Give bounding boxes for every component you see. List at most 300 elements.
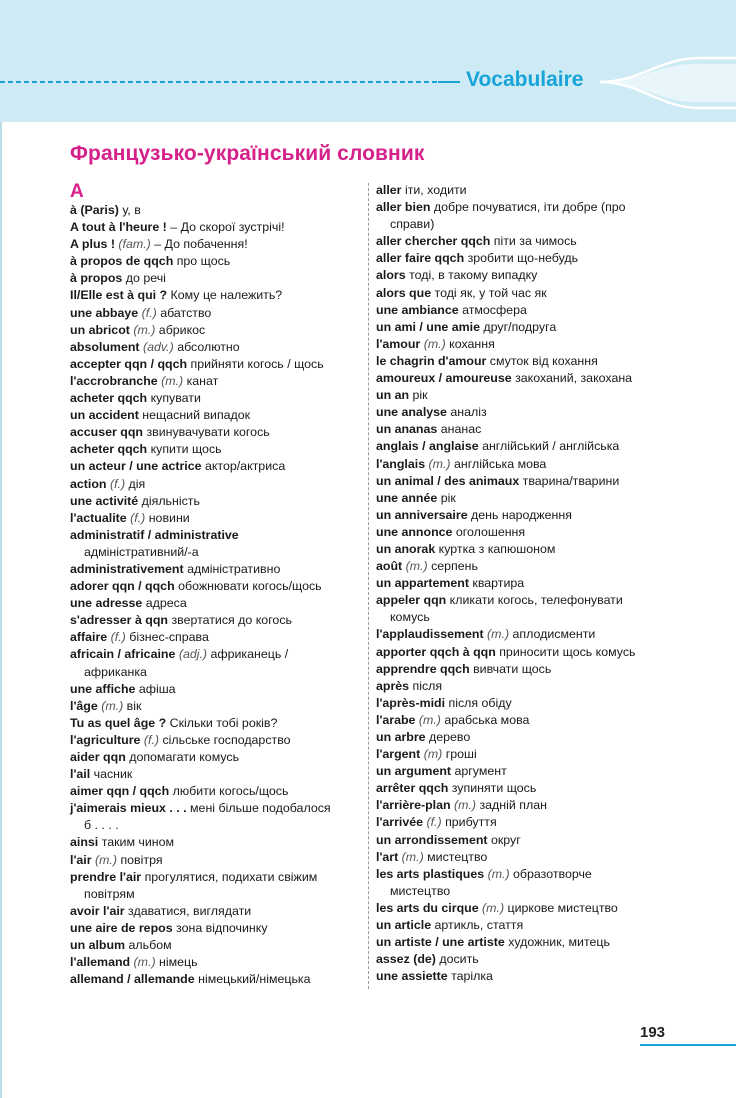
dictionary-entry <box>70 202 362 219</box>
entry-translation: комусь <box>390 610 430 625</box>
entry-translation: добре почуватися, іти добре (про <box>430 200 626 215</box>
entry-translation: адміністративний/-а <box>84 544 199 559</box>
entry-term: l'allemand <box>70 955 131 970</box>
dictionary-entry <box>70 783 362 800</box>
entry-translation: абрикос <box>155 322 206 337</box>
entry-term: une ambiance <box>376 302 459 317</box>
entry-translation: приносити щось комусь <box>495 644 636 659</box>
entry-term: l'argent <box>376 747 421 762</box>
entry-term: après <box>376 678 410 693</box>
header-decoration <box>0 0 736 122</box>
dictionary-entry <box>376 746 668 763</box>
entry-term: affaire <box>70 630 108 645</box>
entry-term: un abricot <box>70 322 130 337</box>
entry-term: l'amour <box>376 336 421 351</box>
entry-grammar: (m.) <box>97 698 124 713</box>
entry-translation: досить <box>435 952 479 967</box>
entry-translation: тоді як, у той час як <box>431 285 547 300</box>
entry-translation: канат <box>183 373 219 388</box>
entry-term: action <box>70 476 107 491</box>
dictionary-entry <box>376 387 668 404</box>
entry-translation: абсолютно <box>173 339 240 354</box>
dictionary-entry <box>376 814 668 831</box>
entry-translation: аналіз <box>446 405 487 420</box>
entry-translation: друг/подруга <box>479 319 557 334</box>
section-title: Vocabulaire <box>466 68 584 91</box>
entry-translation: зробити що-небудь <box>464 251 579 266</box>
entry-translation: дерево <box>425 730 471 744</box>
entry-continuation <box>376 609 668 626</box>
entry-continuation <box>70 664 362 681</box>
entry-term: l'agriculture <box>70 732 141 747</box>
dictionary-entry <box>376 404 668 421</box>
dictionary-entry <box>376 285 668 302</box>
entry-translation: мистецтво <box>423 849 488 864</box>
dictionary-entry <box>376 353 668 370</box>
entry-translation: альбом <box>125 938 172 953</box>
entry-translation: смуток від кохання <box>486 353 598 368</box>
dictionary-entry <box>70 373 362 390</box>
entry-translation: купувати <box>147 391 201 406</box>
entry-grammar: (adj.) <box>175 647 208 662</box>
entry-term: à propos <box>70 271 123 286</box>
dictionary-entry <box>70 681 362 698</box>
dictionary-entry <box>376 644 668 661</box>
entry-translation: зона відпочинку <box>172 920 268 935</box>
entry-term: prendre l'air <box>70 869 142 884</box>
entry-grammar: (m.) <box>402 559 428 574</box>
entry-continuation <box>70 544 362 561</box>
page-title: Французько-український словник <box>70 142 425 165</box>
entry-term: un artiste / une artiste <box>376 935 505 950</box>
entry-term: un animal / des animaux <box>376 473 520 488</box>
entry-term: une annonce <box>376 524 453 539</box>
dictionary-entry <box>376 780 668 797</box>
dictionary-entry <box>70 612 362 629</box>
entry-translation: актор/актриса <box>201 459 286 474</box>
entry-grammar: (m.) <box>129 322 156 337</box>
entry-translation: квартира <box>468 576 525 591</box>
dictionary-entry <box>376 302 668 319</box>
dictionary-entry <box>376 729 668 746</box>
dictionary-entry <box>376 712 668 729</box>
entry-translation: зупиняти щось <box>448 781 537 796</box>
entry-translation: аргумент <box>451 764 507 779</box>
dictionary-entry <box>376 182 668 199</box>
entry-translation: обожнювати когось/щось <box>174 579 322 594</box>
dictionary-entry <box>376 934 668 951</box>
entry-translation: день народження <box>467 507 572 522</box>
dictionary-entry <box>376 370 668 387</box>
entry-translation: циркове мистецтво <box>504 900 618 915</box>
entry-term: l'arrière-plan <box>376 798 451 813</box>
entry-translation: тарілка <box>447 969 493 984</box>
dictionary-entry <box>70 732 362 749</box>
entry-translation: любити когось/щось <box>169 784 289 799</box>
entry-translation: кликати когось, телефонувати <box>446 593 623 608</box>
dictionary-entry <box>376 473 668 490</box>
entry-grammar: (f.) <box>138 305 157 320</box>
entry-translation: вік <box>123 698 142 713</box>
entry-grammar: (m.) <box>420 336 446 351</box>
entry-translation: звертатися до когось <box>168 613 292 628</box>
dictionary-entry <box>376 678 668 695</box>
entry-term: l'arrivée <box>376 815 424 830</box>
dictionary-entry <box>376 558 668 575</box>
entry-term: absolument <box>70 339 140 354</box>
entry-term: aller <box>376 183 402 197</box>
dictionary-entry <box>70 458 362 475</box>
entry-grammar: (m.) <box>157 373 184 388</box>
entry-term: alors <box>376 268 406 283</box>
entry-term: apporter qqch à qqn <box>376 644 496 659</box>
entry-term: un an <box>376 388 410 403</box>
entry-translation: задній план <box>476 798 547 813</box>
entry-translation: б . . . . <box>84 818 119 833</box>
entry-term: une analyse <box>376 405 447 420</box>
entry-translation: рік <box>409 388 428 403</box>
entry-translation: адреса <box>142 596 187 611</box>
dictionary-entry <box>70 869 362 886</box>
dictionary-entry <box>70 510 362 527</box>
entry-term: l'anglais <box>376 456 426 471</box>
dictionary-entry <box>376 849 668 866</box>
entry-grammar: (adv.) <box>139 339 174 354</box>
entry-term: une aire de repos <box>70 920 173 935</box>
entry-translation: африканець / <box>207 647 289 662</box>
entry-grammar: (m) <box>420 747 443 762</box>
entry-translation: німецький/німецька <box>194 972 311 987</box>
dictionary-entry <box>376 763 668 780</box>
dictionary-entry <box>70 834 362 851</box>
entry-translation: рік <box>437 490 456 505</box>
entry-translation: таким чином <box>98 835 175 850</box>
entry-grammar: (m.) <box>415 712 441 727</box>
dictionary-entry <box>70 339 362 356</box>
entry-translation: у, в <box>118 203 141 217</box>
page-header <box>0 0 736 122</box>
entry-term: l'âge <box>70 698 98 713</box>
entry-term: un anniversaire <box>376 507 468 522</box>
entry-term: un album <box>70 938 126 953</box>
entry-grammar: (m.) <box>130 955 156 970</box>
entry-translation: після обіду <box>445 695 512 710</box>
dictionary-entry <box>70 561 362 578</box>
entry-translation: художник, митець <box>504 935 610 950</box>
entry-translation: англійський / англійська <box>478 439 620 454</box>
entry-term: un anorak <box>376 541 436 556</box>
entry-term: l'applaudissement <box>376 627 484 642</box>
entry-translation: повітрям <box>84 886 135 901</box>
entry-term: A plus ! <box>70 237 115 252</box>
entry-term: un arbre <box>376 730 426 744</box>
entry-translation: дія <box>125 476 146 491</box>
entry-translation: афіша <box>135 681 176 696</box>
dictionary-entry <box>70 305 362 322</box>
entry-term: alors que <box>376 285 432 300</box>
entry-grammar: (f.) <box>106 476 126 491</box>
entry-term: j'aimerais mieux . . . <box>70 801 187 816</box>
entry-term: aller chercher qqch <box>376 234 491 249</box>
entry-term: avoir l'air <box>70 903 125 918</box>
entry-translation: нещасний випадок <box>138 408 251 423</box>
entry-term: africain / africaine <box>70 647 176 662</box>
entry-term: un acteur / une actrice <box>70 459 202 474</box>
entry-term: un ami / une amie <box>376 319 480 334</box>
entry-grammar: (f.) <box>423 815 442 830</box>
entry-translation: кохання <box>445 336 495 351</box>
entry-term: administratif / administrative <box>70 527 239 542</box>
dictionary-entry <box>376 524 668 541</box>
entry-translation: серпень <box>427 559 478 574</box>
entry-term: une affiche <box>70 681 136 696</box>
entry-term: l'art <box>376 849 399 864</box>
entry-grammar: (f.) <box>107 630 126 645</box>
dictionary-entry <box>376 951 668 968</box>
dictionary-entry <box>70 253 362 270</box>
entry-term: accuser qqn <box>70 425 143 440</box>
entry-translation: прибуття <box>441 815 497 830</box>
entry-translation: до речі <box>122 271 166 286</box>
dictionary-entry <box>376 695 668 712</box>
entry-translation: німець <box>155 955 198 970</box>
entry-term: une assiette <box>376 969 448 984</box>
dictionary-entry <box>70 441 362 458</box>
entry-continuation <box>376 216 668 233</box>
entry-translation: – До побачення! <box>150 237 248 252</box>
entry-translation: піти за чимось <box>490 234 577 249</box>
dictionary-entry <box>376 336 668 353</box>
entry-term: acheter qqch <box>70 391 148 406</box>
entry-translation: часник <box>90 767 133 782</box>
right-column <box>376 182 668 985</box>
left-column <box>70 182 362 988</box>
entry-translation: округ <box>487 832 521 847</box>
entry-grammar: (f.) <box>140 732 160 747</box>
entry-term: allemand / allemande <box>70 972 195 987</box>
entry-translation: куртка з капюшоном <box>435 541 556 556</box>
dictionary-entry <box>70 629 362 646</box>
entry-translation: купити щось <box>147 442 222 457</box>
dictionary-entry <box>376 968 668 985</box>
entry-grammar: (m.) <box>483 627 510 642</box>
entry-translation: сільське господарство <box>159 732 291 747</box>
entry-translation: діяльність <box>138 493 200 508</box>
entry-translation: справи) <box>390 217 435 232</box>
entry-grammar: (fam.) <box>114 237 151 252</box>
entry-term: arrêter qqch <box>376 781 449 796</box>
dictionary-entry <box>376 661 668 678</box>
entry-translation: – До скорої зустрічі! <box>166 220 285 235</box>
entry-term: administrativement <box>70 561 184 576</box>
entry-translation: прийняти когось / щось <box>187 356 324 371</box>
entry-translation: тварина/тварини <box>519 473 620 488</box>
dictionary-entry <box>70 595 362 612</box>
entry-translation: адміністративно <box>183 561 281 576</box>
dictionary-entry <box>70 407 362 424</box>
entry-term: l'après-midi <box>376 695 446 710</box>
dictionary-entry <box>70 219 362 236</box>
entry-grammar: (m.) <box>425 456 451 471</box>
entry-grammar: (m.) <box>484 866 510 881</box>
entry-translation: мистецтво <box>390 883 451 898</box>
entry-translation: абатство <box>156 305 212 320</box>
entry-translation: атмосфера <box>458 302 527 317</box>
entry-continuation <box>70 886 362 903</box>
entry-term: A tout à l'heure ! <box>70 220 167 235</box>
entry-term: Tu as quel âge ? <box>70 715 167 730</box>
entry-translation: про щось <box>173 254 231 269</box>
dictionary-entry <box>70 852 362 869</box>
dictionary-entry <box>376 319 668 336</box>
entry-translation: англійська мова <box>450 456 547 471</box>
entry-translation: здаватися, виглядати <box>124 903 252 918</box>
dictionary-entry <box>70 920 362 937</box>
entry-translation: повітря <box>117 852 163 867</box>
entry-term: appeler qqn <box>376 593 447 608</box>
entry-term: à (Paris) <box>70 203 119 217</box>
dictionary-entry <box>70 476 362 493</box>
entry-translation: після <box>409 678 443 693</box>
entry-grammar: (m.) <box>398 849 424 864</box>
entry-term: un ananas <box>376 422 438 437</box>
entry-translation: іти, ходити <box>401 183 467 197</box>
dictionary-entry <box>70 715 362 732</box>
entry-translation: вивчати щось <box>469 661 552 676</box>
entry-term: Il/Elle est à qui ? <box>70 288 168 303</box>
dictionary-entry <box>70 356 362 373</box>
dictionary-entry <box>376 421 668 438</box>
dictionary-entry <box>376 490 668 507</box>
dictionary-entry <box>70 698 362 715</box>
entry-translation: закоханий, закохана <box>511 371 633 386</box>
dictionary-entry <box>70 766 362 783</box>
entry-term: aller bien <box>376 200 431 215</box>
entry-grammar: (f.) <box>126 510 146 525</box>
entry-term: un article <box>376 918 432 933</box>
dictionary-entry <box>376 541 668 558</box>
entry-term: anglais / anglaise <box>376 439 479 454</box>
dictionary-entry <box>70 270 362 287</box>
entry-translation: тоді, в такому випадку <box>405 268 538 283</box>
entry-term: l'actualite <box>70 510 127 525</box>
entry-term: assez (de) <box>376 952 436 967</box>
dictionary-entry <box>70 424 362 441</box>
entry-term: une abbaye <box>70 305 139 320</box>
dictionary-entry <box>376 797 668 814</box>
entry-translation: прогулятися, подихати свіжим <box>141 869 318 884</box>
dictionary-entry <box>70 646 362 663</box>
entry-translation: бізнес-справа <box>125 630 209 645</box>
dictionary-entry <box>376 250 668 267</box>
column-divider <box>368 183 369 989</box>
dictionary-entry <box>70 493 362 510</box>
dictionary-entry <box>376 626 668 643</box>
dictionary-entry <box>376 900 668 917</box>
entry-translation: образотворче <box>509 866 592 881</box>
entry-translation: гроші <box>442 747 477 762</box>
entry-term: le chagrin d'amour <box>376 353 487 368</box>
dictionary-entry <box>70 390 362 407</box>
footer-rule <box>640 1044 736 1046</box>
section-letter: A <box>70 181 84 202</box>
dictionary-entry <box>376 917 668 934</box>
entry-term: l'air <box>70 852 92 867</box>
dictionary-entry <box>376 507 668 524</box>
entry-translation: аплодисменти <box>509 627 596 642</box>
entry-grammar: (m.) <box>91 852 118 867</box>
entry-term: août <box>376 559 403 574</box>
entry-term: adorer qqn / qqch <box>70 579 175 594</box>
entry-term: amoureux / amoureuse <box>376 371 512 386</box>
entry-translation: звинувачувати когось <box>143 425 270 440</box>
dictionary-entry <box>376 267 668 284</box>
entry-translation: новини <box>145 510 190 525</box>
entry-term: acheter qqch <box>70 442 148 457</box>
page-edge <box>0 122 2 1098</box>
entry-translation: Скільки тобі років? <box>166 715 278 730</box>
entry-term: accepter qqn / qqch <box>70 356 188 371</box>
dictionary-entry <box>70 527 362 544</box>
dictionary-entry <box>376 832 668 849</box>
entry-term: les arts du cirque <box>376 900 479 915</box>
entry-continuation <box>70 817 362 834</box>
dictionary-entry <box>70 236 362 253</box>
dictionary-entry <box>376 575 668 592</box>
entry-translation: артикль, стаття <box>431 918 524 933</box>
entry-term: apprendre qqch <box>376 661 470 676</box>
dictionary-entry <box>70 322 362 339</box>
dictionary-entry <box>70 937 362 954</box>
entry-translation: ананас <box>437 422 482 437</box>
entry-term: une année <box>376 490 438 505</box>
entry-term: s'adresser à qqn <box>70 613 168 628</box>
dictionary-entry <box>376 199 668 216</box>
entry-term: ainsi <box>70 835 99 850</box>
entry-term: à propos de qqch <box>70 254 174 269</box>
entry-term: aller faire qqch <box>376 251 465 266</box>
dictionary-entry <box>70 287 362 304</box>
entry-continuation <box>376 883 668 900</box>
dictionary-entry <box>376 592 668 609</box>
dictionary-entry <box>70 903 362 920</box>
dictionary-entry <box>70 749 362 766</box>
entry-translation: арабська мова <box>440 712 530 727</box>
dictionary-entry <box>376 438 668 455</box>
entry-term: un argument <box>376 764 452 779</box>
entry-term: un arrondissement <box>376 832 488 847</box>
entry-translation: африканка <box>84 664 147 679</box>
entry-term: un appartement <box>376 576 469 591</box>
entry-grammar: (m.) <box>450 798 477 813</box>
entry-translation: Кому це належить? <box>167 288 283 303</box>
dictionary-entry <box>376 456 668 473</box>
entry-term: l'ail <box>70 767 91 782</box>
entry-term: une activité <box>70 493 139 508</box>
entry-term: l'arabe <box>376 712 416 727</box>
entry-term: aimer qqn / qqch <box>70 784 170 799</box>
entry-term: les arts plastiques <box>376 866 485 881</box>
entry-translation: допомагати комусь <box>125 750 240 764</box>
entry-term: l'accrobranche <box>70 373 158 388</box>
entry-term: un accident <box>70 408 139 423</box>
dictionary-entry <box>376 866 668 883</box>
entry-grammar: (m.) <box>478 900 505 915</box>
dictionary-entry <box>70 971 362 988</box>
dictionary-entry <box>70 578 362 595</box>
dictionary-entry <box>70 800 362 817</box>
entry-translation: мені більше подобалося <box>186 801 331 816</box>
